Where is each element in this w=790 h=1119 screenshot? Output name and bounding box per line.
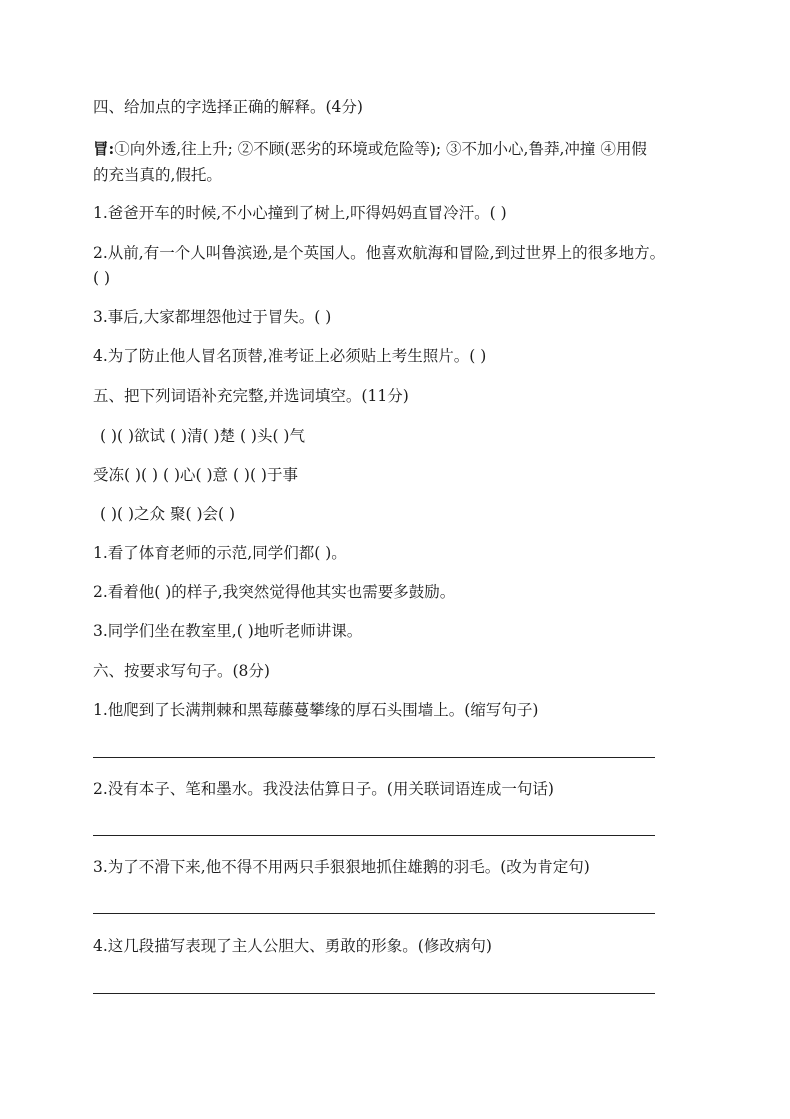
definition-line-2: 的充当真的,假托。	[93, 166, 222, 184]
idiom-row-2: 受冻( )( ) ( )心( )意 ( )( )于事	[93, 466, 298, 484]
section-4-heading: 四、给加点的字选择正确的解释。(4分)	[93, 98, 363, 116]
section-4-question-2-line-2: ( )	[93, 269, 111, 287]
idiom-row-3: ( )( )之众 聚( )会( )	[100, 505, 236, 523]
section-4-question-1: 1.爸爸开车的时候,不小心撞到了树上,吓得妈妈直冒冷汗。( )	[93, 204, 507, 222]
section-5-question-3: 3.同学们坐在教室里,( )地听老师讲课。	[93, 622, 363, 640]
section-6-question-4: 4.这几段描写表现了主人公胆大、勇敢的形象。(修改病句)	[93, 937, 492, 955]
section-5-question-2: 2.看着他( )的样子,我突然觉得他其实也需要多鼓励。	[93, 583, 456, 601]
definition-text-1: ①向外透,往上升; ②不顾(恶劣的环境或危险等); ③不加小心,鲁莽,冲撞 ④用假	[114, 140, 647, 158]
answer-line-1	[93, 757, 655, 758]
answer-line-3	[93, 913, 655, 914]
section-4-question-3: 3.事后,大家都埋怨他过于冒失。( )	[93, 308, 332, 326]
answer-line-2	[93, 835, 655, 836]
section-6-question-2: 2.没有本子、笔和墨水。我没法估算日子。(用关联词语连成一句话)	[93, 780, 554, 798]
definition-word: 冒:	[93, 139, 115, 158]
answer-line-4	[93, 993, 655, 994]
section-5-question-1: 1.看了体育老师的示范,同学们都( )。	[93, 544, 347, 562]
section-4-question-4: 4.为了防止他人冒名顶替,准考证上必须贴上考生照片。( )	[93, 347, 487, 365]
section-4-question-2-line-1: 2.从前,有一个人叫鲁滨逊,是个英国人。他喜欢航海和冒险,到过世界上的很多地方。	[93, 244, 666, 262]
section-6-question-3: 3.为了不滑下来,他不得不用两只手狠狠地抓住雄鹅的羽毛。(改为肯定句)	[93, 858, 590, 876]
section-6-question-1: 1.他爬到了长满荆棘和黑莓藤蔓攀缘的厚石头围墙上。(缩写句子)	[93, 701, 539, 719]
section-6-heading: 六、按要求写句子。(8分)	[93, 662, 270, 680]
definition-line-1	[93, 139, 713, 159]
idiom-row-1: ( )( )欲试 ( )清( )楚 ( )头( )气	[100, 427, 305, 445]
section-5-heading: 五、把下列词语补充完整,并选词填空。(11分)	[93, 387, 409, 405]
